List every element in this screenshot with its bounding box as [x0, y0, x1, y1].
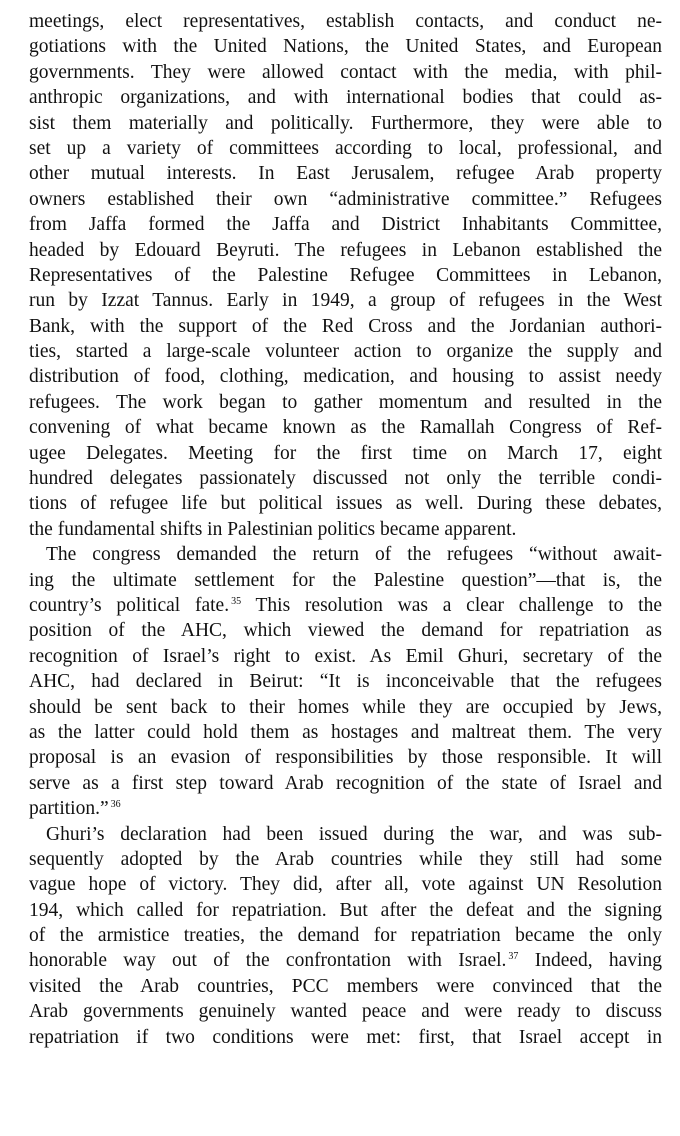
- paragraph: [29, 822, 662, 1051]
- text-line: [29, 948, 662, 973]
- text-line: Arab governments genuinely wanted peace and were ready to discuss: [29, 1001, 662, 1023]
- text-line: serve as a first step toward Arab recognition of the state of Israel and: [29, 772, 662, 794]
- text-line: The congress demanded the return of the refugees “without await-: [46, 544, 662, 566]
- text-line: anthropic organizations, and with international bodies that could as-: [29, 87, 662, 109]
- footnote-marker[interactable]: 35: [231, 595, 242, 607]
- text-line: owners established their own “administrative committee.” Refugees: [29, 188, 662, 210]
- text-line: ing the ultimate settlement for the Palestine question”—that is, the: [29, 569, 662, 591]
- text-line: sequently adopted by the Arab countries while they still had some: [29, 848, 662, 870]
- text-line: as the latter could hold them as hostages and maltreat them. The very: [29, 721, 662, 743]
- text-line: Representatives of the Palestine Refugee Committees in Lebanon,: [29, 264, 662, 286]
- text-line: tions of refugee life but political issues as well. During these debates,: [29, 493, 662, 515]
- footnote-marker[interactable]: 37: [508, 951, 519, 963]
- text-segment: Indeed, having: [518, 950, 662, 972]
- text-line: recognition of Israel’s right to exist. As Emil Ghuri, secretary of the: [29, 645, 662, 667]
- text-segment: This resolution was a clear challenge to the: [241, 594, 663, 616]
- text-line: visited the Arab countries, PCC members were convinced that the: [29, 975, 662, 997]
- text-line: ties, started a large-scale volunteer action to organize the supply and: [29, 341, 662, 363]
- text-segment: honorable way out of the confrontation with Israel.: [29, 950, 507, 972]
- text-line: sist them materially and politically. Furthermore, they were able to: [29, 112, 662, 134]
- text-line: run by Izzat Tannus. Early in 1949, a group of refugees in the West: [29, 290, 662, 312]
- footnote-marker[interactable]: 36: [110, 799, 121, 811]
- text-line: ugee Delegates. Meeting for the first time on March 17, eight: [29, 442, 662, 464]
- text-line: set up a variety of committees according to local, professional, and: [29, 137, 662, 159]
- text-line: should be sent back to their homes while they are occupied by Jews,: [29, 696, 662, 718]
- text-line: 194, which called for repatriation. But after the defeat and the signing: [29, 899, 662, 921]
- text-line: Bank, with the support of the Red Cross and the Jordanian authori-: [29, 315, 662, 337]
- text-line: of the armistice treaties, the demand for repatriation became the only: [29, 925, 662, 947]
- text-line: gotiations with the United Nations, the United States, and European: [29, 36, 662, 58]
- paragraph: [29, 9, 662, 542]
- text-segment: partition.”: [29, 798, 109, 820]
- text-line: other mutual interests. In East Jerusalem, refugee Arab property: [29, 163, 662, 185]
- text-line: the fundamental shifts in Palestinian politics became apparent.: [29, 518, 517, 540]
- text-line: convening of what became known as the Ramallah Congress of Ref-: [29, 417, 662, 439]
- text-segment: country’s political fate.: [29, 594, 230, 616]
- text-line: refugees. The work began to gather momentum and resulted in the: [29, 391, 662, 413]
- text-line: proposal is an evasion of responsibilities by those responsible. It will: [29, 747, 662, 769]
- text-line: hundred delegates passionately discussed not only the terrible condi-: [29, 468, 662, 490]
- text-line: vague hope of victory. They did, after all, vote against UN Resolution: [29, 874, 662, 896]
- text-line: [29, 796, 662, 821]
- text-line: headed by Edouard Beyruti. The refugees in Lebanon established the: [29, 239, 662, 261]
- text-line: meetings, elect representatives, establish contacts, and conduct ne-: [29, 11, 662, 32]
- document-page: [29, 9, 662, 1050]
- text-line: repatriation if two conditions were met: first, that Israel accept in: [29, 1026, 662, 1048]
- text-line: Ghuri’s declaration had been issued during the war, and was sub-: [46, 823, 662, 845]
- text-line: position of the AHC, which viewed the demand for repatriation as: [29, 620, 662, 642]
- text-line: from Jaffa formed the Jaffa and District Inhabitants Committee,: [29, 214, 662, 236]
- text-line: distribution of food, clothing, medication, and housing to assist needy: [29, 366, 662, 388]
- text-line: [29, 593, 662, 618]
- text-line: governments. They were allowed contact with the media, with phil-: [29, 61, 662, 83]
- paragraph: [29, 542, 662, 821]
- text-line: AHC, had declared in Beirut: “It is inconceivable that the refugees: [29, 671, 662, 693]
